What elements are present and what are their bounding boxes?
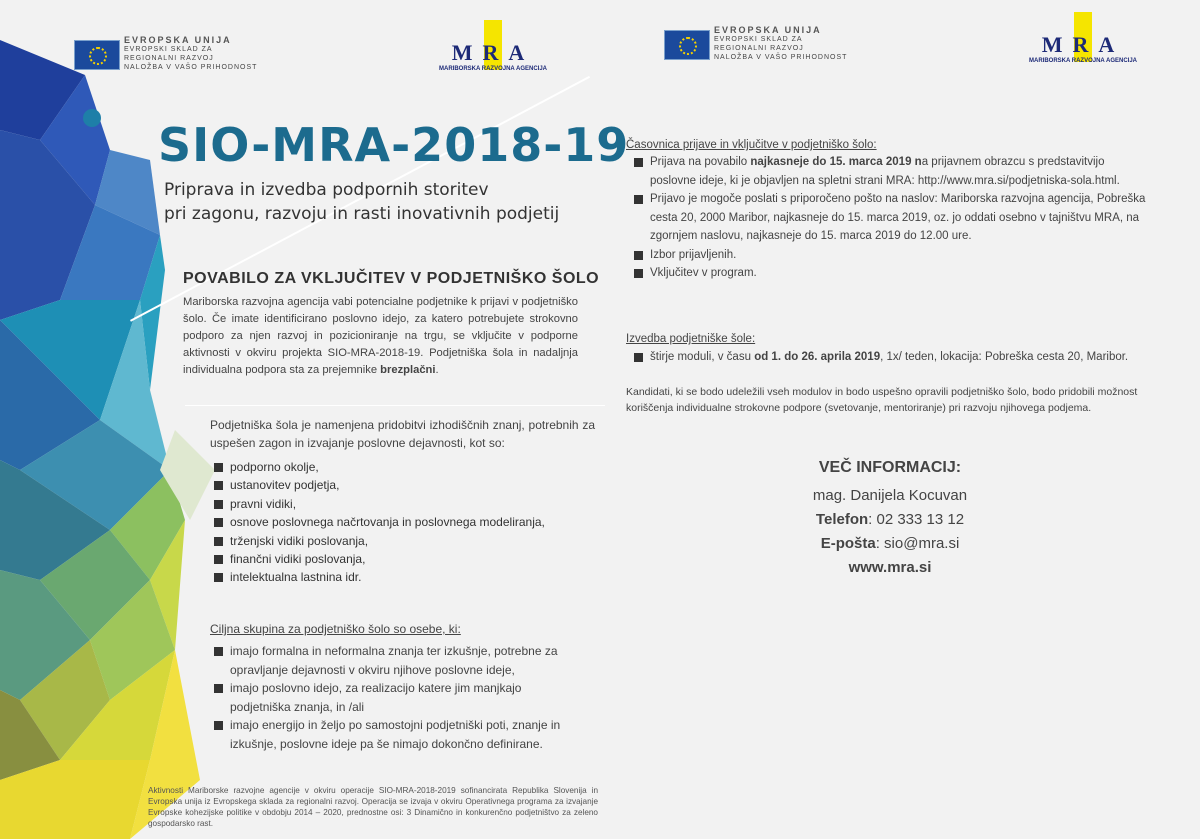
timeline-list [632, 153, 1152, 283]
timeline-item-1-bold: najkasneje do 15. marca 2019 n [750, 156, 922, 168]
invitation-text-end: . [435, 364, 439, 376]
list-item: podporno okolje, [212, 458, 592, 476]
phone-label: Telefon [815, 511, 869, 528]
eu-logo [74, 26, 257, 82]
eu-text-3: REGIONALNI RAZVOJ [124, 55, 214, 62]
execution-list [632, 348, 1152, 367]
mra-subtext: MARIBORSKA RAZVOJNA AGENCIJA [438, 66, 547, 72]
footnote: Aktivnosti Mariborske razvojne agencije v okviru operacije SIO-MRA-2018-2019 sofinancirata Republika Slovenija in Evropska unija iz Evropskega sklada za regionalni razvoj. Operacija se izvaja v okviru Operativnega programa za izvajanje Evropske kohezijske politike v obdobju 2014 – 2020, prednostne osi: 3 Dinamično in konkurenčno podjetništvo za zeleno gospodarsko rast. [148, 786, 598, 828]
mra-letters: MRA [451, 40, 535, 65]
mra-logo [438, 40, 548, 72]
contact-email [770, 532, 1010, 556]
eu-text-1: EVROPSKA UNIJA [714, 25, 822, 35]
mra-subtext: MARIBORSKA RAZVOJNA AGENCIJA [1028, 58, 1137, 64]
target-group-list [212, 642, 582, 754]
eu-text-2: EVROPSKI SKLAD ZA [714, 36, 803, 43]
list-item: trženjski vidiki poslovanja, [212, 532, 592, 550]
list-item: pravni vidiki, [212, 495, 592, 513]
email-label: E-pošta [820, 535, 876, 552]
invitation-heading: POVABILO ZA VKLJUČITEV V PODJETNIŠKO ŠOLO [183, 270, 600, 287]
execution-item-a: štirje moduli, v času [650, 351, 755, 363]
topics-list [212, 458, 592, 587]
timeline-item-1-a: Prijava na povabilo [650, 156, 751, 168]
website-link[interactable]: www.mra.si [848, 559, 932, 576]
list-item: Izbor prijavljenih. [632, 246, 1152, 265]
mra-letters: MRA [1041, 32, 1125, 57]
email-value: : sio@mra.si [875, 535, 960, 552]
decorative-line [185, 405, 605, 406]
execution-heading: Izvedba podjetniške šole: [626, 333, 756, 345]
list-item: intelektualna lastnina idr. [212, 568, 592, 586]
list-item: finančni vidiki poslovanja, [212, 550, 592, 568]
eu-text-4: NALOŽBA V VAŠO PRIHODNOST [714, 54, 848, 61]
subtitle [164, 178, 559, 226]
phone-value: : 02 333 13 12 [868, 511, 965, 528]
subtitle-line-1: Priprava in izvedba podpornih storitev [164, 180, 489, 200]
list-item: Prijavo je mogoče poslati s priporočeno pošto na naslov: Mariborska razvojna agencija, Pobreška cesta 20, 2000 Maribor, najkasneje do 15. marca 2019, oz. jo oddati osebno v tajništvu MRA, na zgornjem naslovu, najkasneje do 15. marca 2019 do 12.00 ure. [632, 190, 1152, 246]
list-item: Vključitev v program. [632, 264, 1152, 283]
mra-logo [1028, 32, 1138, 64]
list-item: imajo energijo in željo po samostojni podjetniški poti, znanje in izkušnje, poslovne ideje pa še nimajo dokončno definirane. [212, 716, 582, 753]
contact-heading: VEČ INFORMACIJ: [818, 459, 962, 476]
eu-text-2: EVROPSKI SKLAD ZA [124, 46, 213, 53]
contact-name: mag. Danijela Kocuvan [812, 487, 968, 504]
eu-flag-icon [74, 26, 118, 82]
timeline-heading: Časovnica prijave in vključitve v podjetniško šolo: [626, 139, 877, 151]
invitation-text-bold: brezplačni [380, 364, 436, 376]
target-group-heading: Ciljna skupina za podjetniško šolo so osebe, ki: [210, 622, 461, 636]
contact-phone [770, 508, 1010, 532]
eu-text-3: REGIONALNI RAZVOJ [714, 45, 804, 52]
invitation-text-body: Mariborska razvojna agencija vabi potencialne podjetnike k prijavi v podjetniško šolo. Če imate identificirano poslovno idejo, za katero potrebujete strokovno podporo za njen razvoj in pozicioniranje na trgu, se vključite v podporne aktivnosti v okviru projekta SIO-MRA-2018-19. Podjetniška šola in nadaljnja individualna podpora sta za prejemnike [183, 296, 578, 376]
execution-item-bold: od 1. do 26. aprila 2019 [754, 351, 881, 363]
invitation-text [183, 294, 578, 379]
list-item [632, 153, 1152, 190]
subtitle-line-2: pri zagonu, razvoju in rasti inovativnih podjetij [164, 204, 560, 224]
execution-item-b: , 1x/ teden, lokacija: Pobreška cesta 20, Maribor. [880, 351, 1129, 363]
candidates-note: Kandidati, ki se bodo udeležili vseh modulov in bodo uspešno opravili podjetniško šolo, bodo pridobili možnost koriščenja individualne strokovne podpore (svetovanje, mentoriranje) pri razvoju njihovega podjema. [626, 386, 1138, 414]
list-item: imajo formalna in neformalna znanja ter izkušnje, potrebne za opravljanje dejavnosti v okviru njihove poslovne ideje, [212, 642, 582, 679]
list-item [632, 348, 1152, 367]
contact-block [770, 456, 1010, 580]
page-title: SIO-MRA-2018-19 [158, 118, 630, 172]
school-purpose-intro: Podjetniška šola je namenjena pridobitvi izhodiščnih znanj, potrebnih za uspešen zagon in izvajanje poslovne dejavnosti, kot so: [210, 418, 595, 450]
list-item: imajo poslovno idejo, za realizacijo katere jim manjkajo podjetniška znanja, in /ali [212, 679, 582, 716]
eu-text-4: NALOŽBA V VAŠO PRIHODNOST [124, 64, 258, 71]
eu-text-1: EVROPSKA UNIJA [124, 35, 232, 45]
list-item: ustanovitev podjetja, [212, 476, 592, 494]
eu-logo [664, 16, 847, 72]
list-item: osnove poslovnega načrtovanja in poslovnega modeliranja, [212, 513, 592, 531]
eu-flag-icon [664, 16, 708, 72]
timeline-item-1-b: a prijavnem obrazcu s predstavitvijo poslovne ideje, ki je objavljen na spletni strani MRA: http://www.mra.si/podjetniska-sola.html. [650, 156, 1120, 187]
